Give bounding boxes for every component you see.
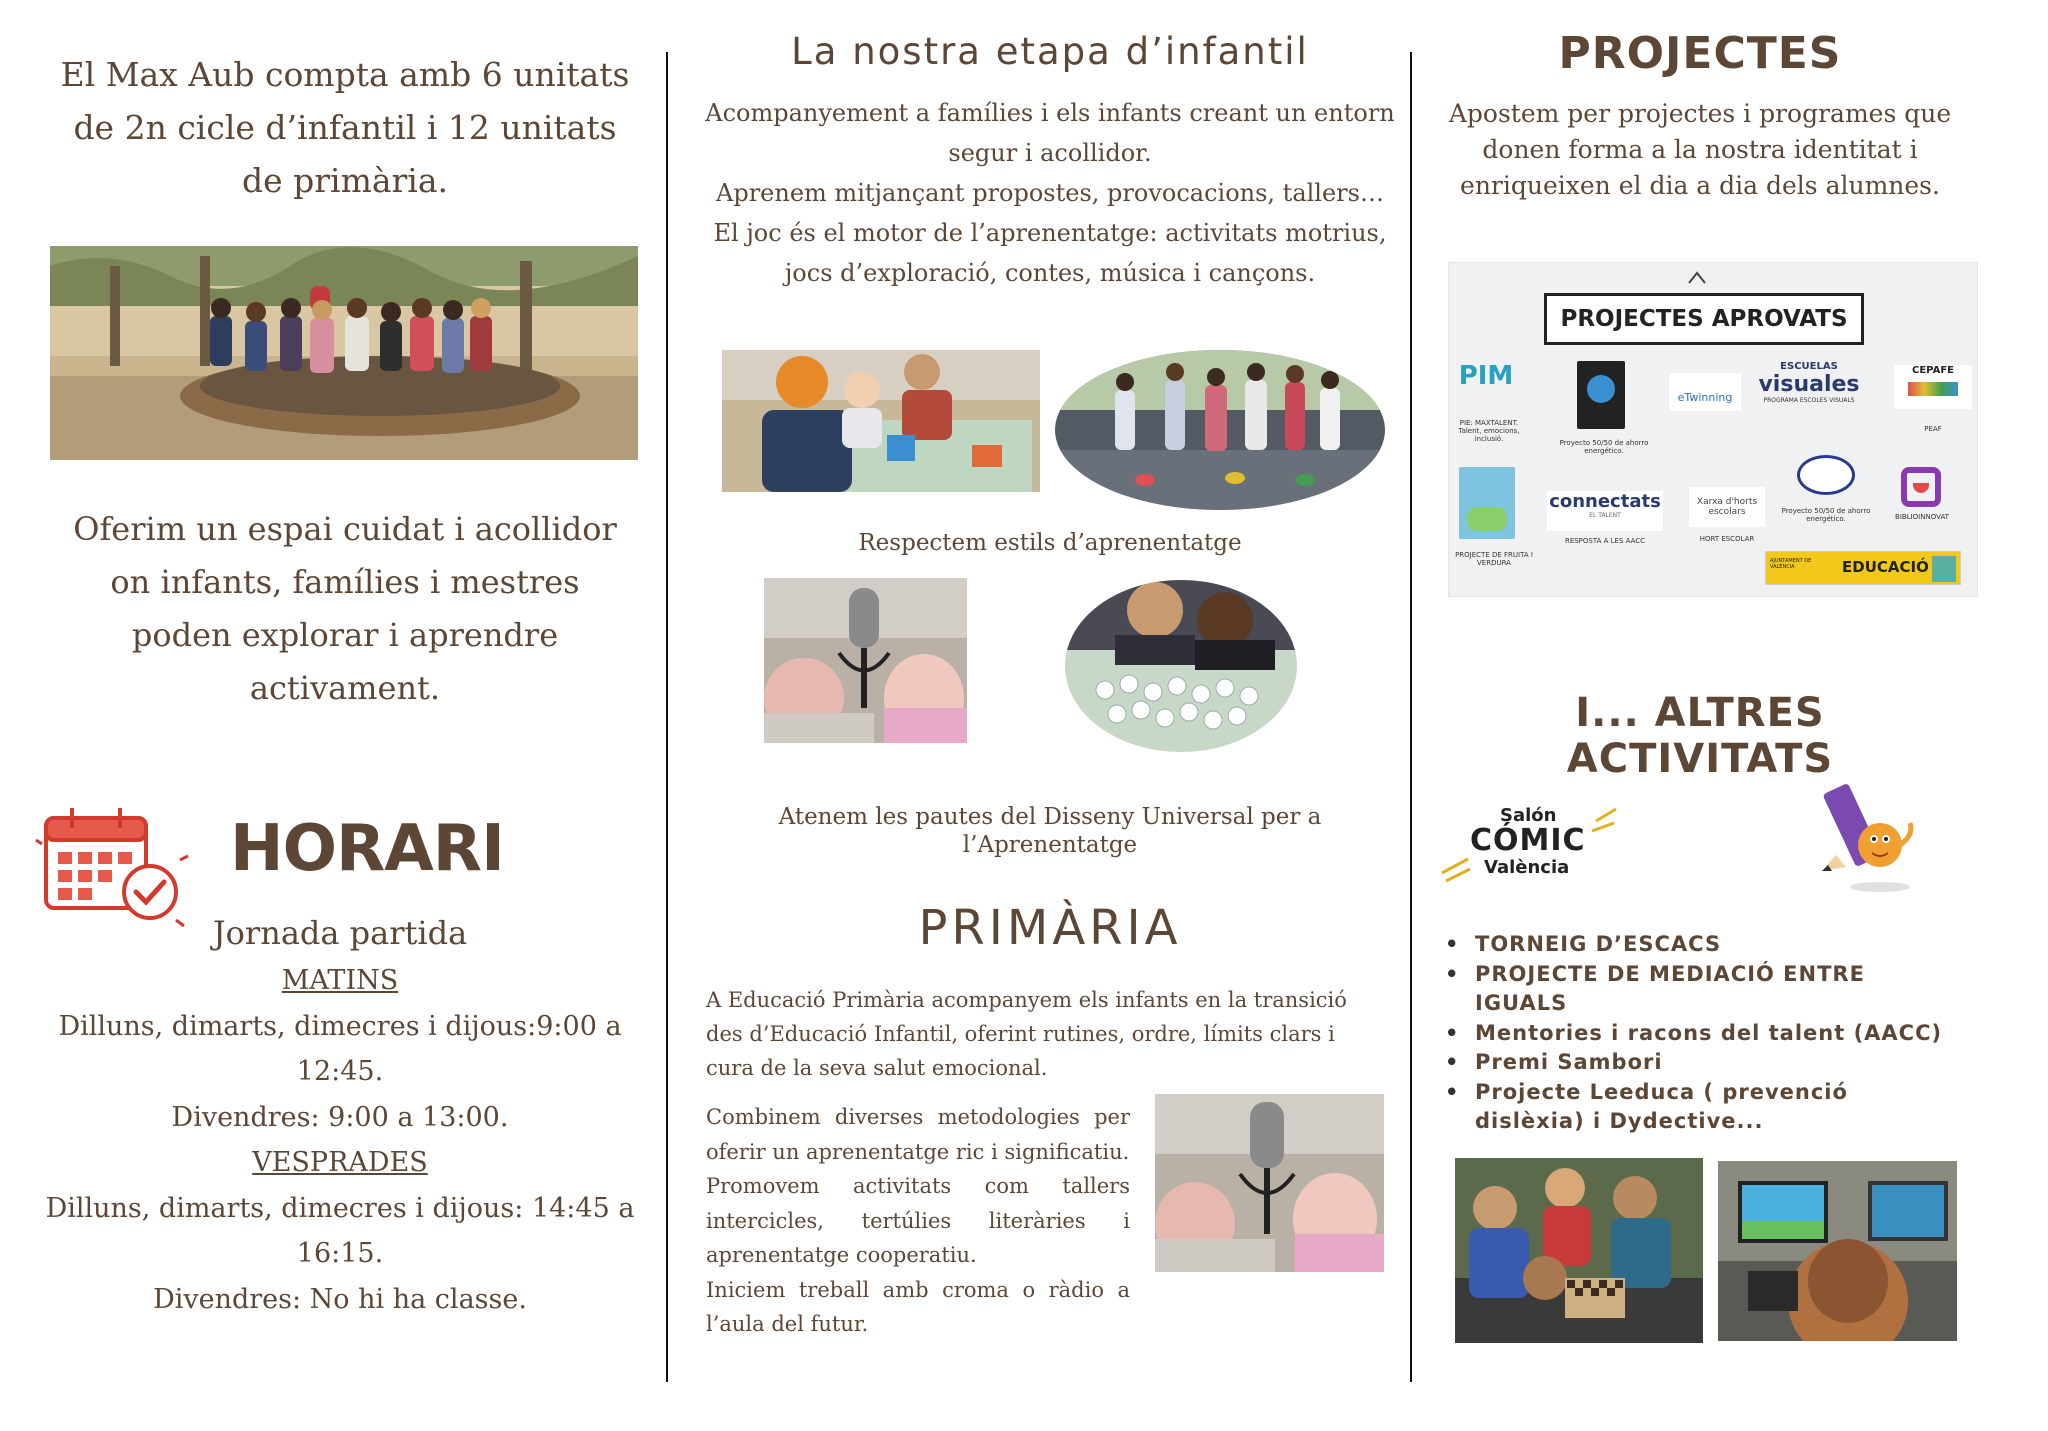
horari-subtitle: Jornada partida (212, 914, 468, 952)
pim-caption: PIE: MAXTALENT. Talent, emocions, inclusió. (1458, 419, 1520, 443)
infantil-body (700, 93, 1400, 293)
pim-logo: PIM (1458, 361, 1514, 391)
column-divider-left (666, 52, 668, 1382)
educacio-banner (1765, 551, 1961, 585)
morning-fri: Divendres: 9:00 a 13:00. (171, 1101, 509, 1133)
primaria-intro: A Educació Primària acompanyem els infants en la transició des d’Educació Infantil, oferint rutines, ordre, límits clars i cura de la seva salut emocional. (706, 988, 1347, 1080)
infantil-line: El joc és el motor de l’aprenentatge: activitats motrius, jocs d’exploració, contes, música i cançons. (713, 219, 1387, 287)
primaria-line: Combinem diverses metodologies per oferir un aprenentatge ric i significatiu. (706, 1105, 1130, 1164)
infantil-line: Aprenem mitjançant propostes, provocacions, tallers… (716, 179, 1384, 207)
photo-memory-game-circle (1065, 580, 1297, 752)
approved-projects-board (1448, 262, 1978, 597)
afternoon-fri: Divendres: No hi ha classe. (153, 1283, 527, 1315)
photo-computer-lab (1718, 1161, 1957, 1341)
horari-details (40, 908, 640, 1322)
afternoon-mon-thu: Dilluns, dimarts, dimecres i dijous: 14:45 a 16:15. (45, 1192, 635, 1269)
projectes-title: PROJECTES (1558, 28, 1842, 79)
activity-item: • TORNEIG D’ESCACS (1445, 930, 1965, 960)
photo-classroom-table (722, 350, 1040, 492)
morning-heading: MATINS (281, 965, 399, 996)
connectats-caption: RESPOSTA A LES AACC (1564, 537, 1646, 545)
cepafe-caption: PEAF (1924, 425, 1942, 433)
column-divider-right (1410, 52, 1412, 1382)
activity-item: • Mentories i racons del talent (AACC) (1445, 1019, 1965, 1049)
activity-item: • Projecte Leeduca ( prevenció dislèxia) i Dydective... (1445, 1078, 1965, 1137)
projectes-body: Apostem per projectes i programes que donen forma a la nostra identitat i enriqueixen el dia a dia dels alumnes. (1448, 99, 1952, 200)
morning-mon-thu: Dilluns, dimarts, dimecres i dijous:9:00 a 12:45. (58, 1010, 622, 1087)
primaria-line: Promovem activitats com tallers intercicles, tertúlies literàries i aprenentatge cooperatiu. (706, 1174, 1130, 1267)
fruit-poster-logo (1459, 467, 1515, 539)
salon-comic-logo (1440, 795, 1620, 885)
escuelas-caption: PROGRAMA ESCOLES VISUALS (1763, 397, 1855, 404)
horts-caption: HORT ESCOLAR (1699, 535, 1755, 543)
biblioinnovat-logo (1901, 467, 1941, 507)
activity-item: • PROJECTE DE MEDIACIÓ ENTRE IGUALS (1445, 960, 1965, 1019)
connectats-name: connectats (1549, 491, 1661, 512)
pencil-mascot-icon (1810, 775, 1920, 895)
offer-text: Oferim un espai cuidat i acollidor on infants, famílies i mestres poden explorar i aprendre activament. (73, 510, 617, 707)
connectats-logo (1547, 491, 1663, 531)
activity-item: • Premi Sambori (1445, 1048, 1965, 1078)
photo-outdoor-circle (50, 246, 638, 460)
infantil-line: Acompanyement a famílies i els infants creant un entorn segur i acollidor. (705, 99, 1395, 167)
salon-line3: València (1484, 857, 1570, 878)
escuelas-top: ESCUELAS (1780, 361, 1838, 372)
board-title: PROJECTES APROVATS (1544, 293, 1864, 345)
escuelas-visuales-logo (1749, 361, 1869, 421)
educacio-label: EDUCACIÓ (1842, 558, 1929, 576)
dua-text: Atenem les pautes del Disseny Universal per a l’Aprenentatge (778, 804, 1322, 858)
primaria-body (706, 1100, 1130, 1342)
photo-outdoor-play-oval (1055, 350, 1385, 510)
connectats-sub: EL TALENT (1589, 512, 1621, 519)
horts-logo: Xarxa d'horts escolars (1689, 487, 1765, 527)
escuelas-main: visuales (1758, 372, 1860, 397)
etwinning-logo: eTwinning (1669, 373, 1741, 411)
salon-line2: CÓMIC (1470, 823, 1586, 858)
photo-radio-microphone-2 (1155, 1094, 1384, 1272)
energy2-caption: Proyecto 50/50 de ahorro energético. (1781, 507, 1871, 523)
salon-line1: Salón (1500, 805, 1557, 826)
intro-text: El Max Aub compta amb 6 unitats de 2n cicle d’infantil i 12 unitats de primària. (60, 55, 630, 200)
energy-caption: Proyecto 50/50 de ahorro energético. (1559, 439, 1649, 455)
respect-learning-styles: Respectem estils d’aprenentatge (858, 530, 1242, 556)
photo-chess-tournament (1455, 1158, 1703, 1343)
energy-circle-logo (1797, 455, 1855, 495)
primaria-title: PRIMÀRIA (918, 900, 1182, 956)
photo-radio-microphone (764, 578, 967, 743)
cepafe-logo (1894, 365, 1972, 409)
fruit-caption: PROJECTE DE FRUITA I VERDURA (1455, 551, 1533, 567)
primaria-line: Iniciem treball amb croma o ràdio a l’aula del futur. (706, 1277, 1130, 1336)
earth-poster-logo (1577, 361, 1625, 429)
afternoon-heading: VESPRADES (252, 1147, 428, 1178)
altres-activitats-title: I... ALTRES ACTIVITATS (1566, 690, 1834, 782)
biblio-caption: BIBLIOINNOVAT (1895, 513, 1949, 521)
infantil-title: La nostra etapa d’infantil (791, 30, 1309, 73)
activities-list (1445, 930, 1965, 1137)
ajuntament-label: AJUNTAMENT DE VALÈNCIA (1770, 558, 1812, 570)
horari-title: HORARI (230, 812, 504, 886)
cepafe-name: CEPAFE (1912, 365, 1954, 376)
